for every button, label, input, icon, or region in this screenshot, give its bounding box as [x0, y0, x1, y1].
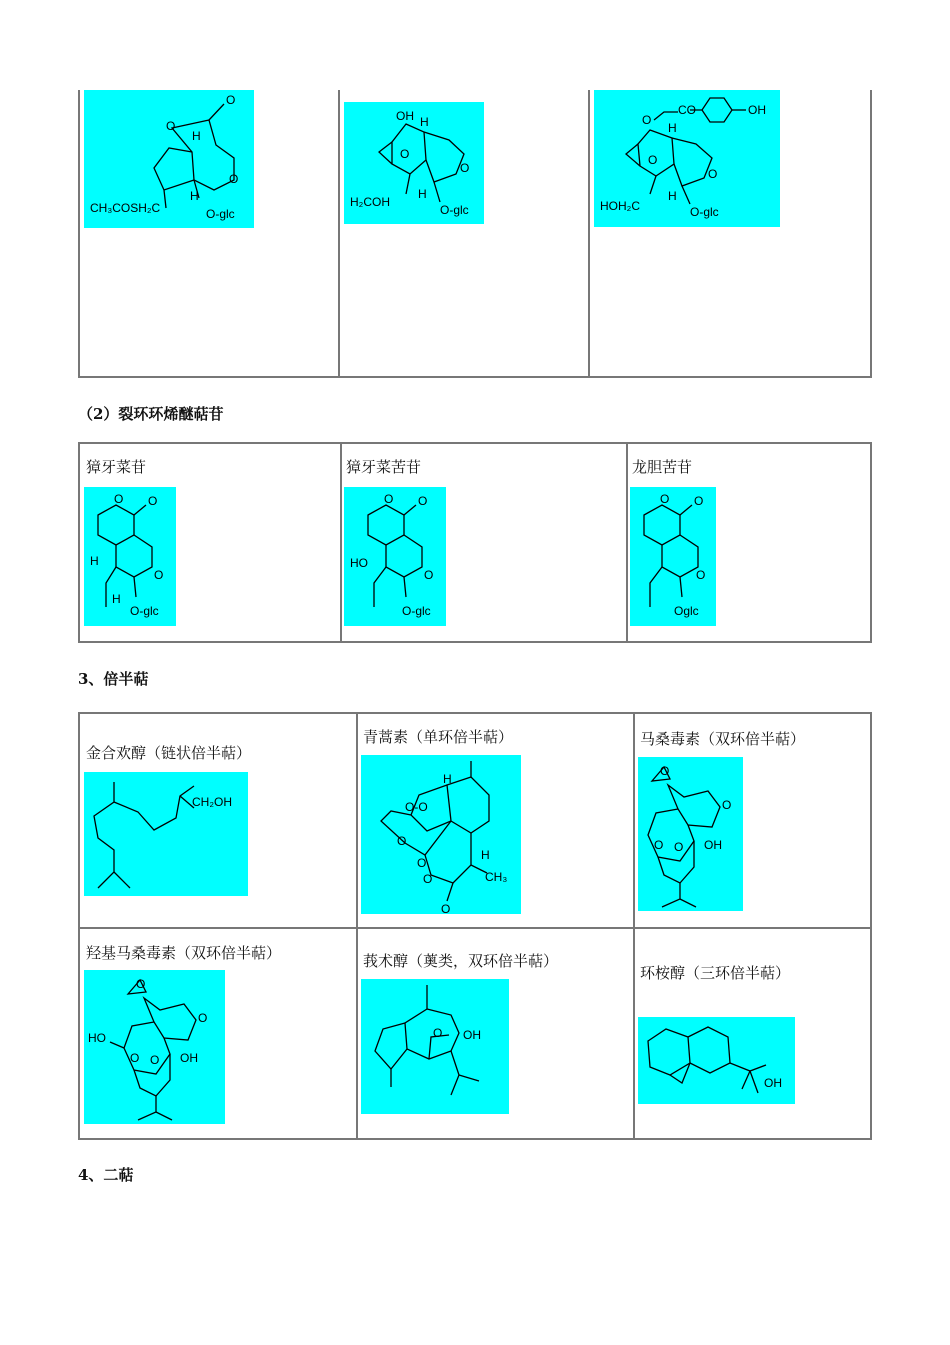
atom-label: HO	[88, 1031, 106, 1045]
atom-label: O	[660, 492, 670, 506]
atom-label: O	[433, 1026, 443, 1040]
atom-label: O-glc	[402, 604, 431, 618]
structure-cycloeudesmol	[638, 1017, 795, 1104]
atom-label: HOH₂C	[600, 199, 640, 213]
atom-label: H	[192, 129, 201, 143]
atom-label: O-glc	[440, 203, 469, 217]
structure-swertiamarin	[344, 487, 446, 626]
atom-label: CH₃	[485, 870, 508, 884]
atom-label: O	[648, 153, 658, 167]
atom-label: O	[400, 147, 410, 161]
atom-label: OH	[704, 838, 722, 852]
structure-farnesol	[84, 772, 248, 896]
atom-label: H	[481, 848, 490, 862]
atom-label: CH₂OH	[192, 795, 232, 809]
structure-iridoid-1	[84, 90, 254, 228]
atom-label: OH	[180, 1051, 198, 1065]
atom-label: O	[114, 492, 124, 506]
section-heading-diterpene: 4、二萜	[78, 1166, 134, 1184]
structure-artemisinin	[361, 755, 521, 914]
atom-label: O	[154, 568, 164, 582]
compound-name: 莪术醇（薁类，双环倍半萜）	[363, 952, 559, 970]
atom-label: O	[441, 902, 451, 914]
atom-label: H	[90, 554, 99, 568]
structure-hydroxycoriamyrtin	[84, 970, 225, 1124]
atom-label: O	[198, 1011, 208, 1025]
atom-label: O	[708, 167, 718, 181]
compound-name: 獐牙菜苦苷	[346, 458, 422, 476]
row-divider	[80, 927, 870, 929]
atom-label: CO	[678, 103, 696, 117]
compound-name: 羟基马桑毒素（双环倍半萜）	[86, 944, 282, 962]
atom-label: O	[130, 1051, 140, 1065]
column-divider	[626, 444, 628, 641]
atom-label: H	[668, 189, 677, 203]
atom-label: O-O	[405, 800, 428, 814]
atom-label: OH	[463, 1028, 481, 1042]
atom-label: O	[384, 492, 394, 506]
compound-name: 环桉醇（三环倍半萜）	[640, 964, 791, 982]
atom-label: O	[423, 872, 433, 886]
atom-label: O-glc	[206, 207, 235, 221]
section-heading-seco-iridoid: （2）裂环环烯醚萜苷	[78, 405, 224, 423]
atom-label: O	[654, 838, 664, 852]
seco-iridoid-table	[78, 442, 872, 643]
column-divider	[340, 444, 342, 641]
atom-label: OH	[748, 103, 766, 117]
atom-label: CH₃COSH₂C	[90, 201, 161, 215]
atom-label: O	[694, 494, 704, 508]
atom-label: OH	[396, 109, 414, 123]
atom-label: O	[166, 119, 176, 133]
atom-label: H	[443, 772, 452, 786]
atom-label: H	[420, 115, 429, 129]
atom-label: H	[418, 187, 427, 201]
section-heading-sesquiterpene: 3、倍半萜	[78, 670, 149, 688]
atom-label: O	[460, 161, 470, 175]
compound-name: 獐牙菜苷	[86, 458, 147, 476]
structure-gentiopicroside	[630, 487, 716, 626]
atom-label: H	[668, 121, 677, 135]
column-divider	[338, 90, 340, 376]
iridoid-table	[78, 90, 872, 378]
atom-label: HO	[350, 556, 368, 570]
compound-name: 金合欢醇（链状倍半萜）	[86, 744, 252, 762]
atom-label: O	[226, 93, 236, 107]
atom-label: O	[136, 977, 146, 991]
atom-label: O	[722, 798, 732, 812]
structure-iridoid-2	[344, 102, 484, 224]
sesquiterpene-table	[78, 712, 872, 1140]
atom-label: OH	[764, 1076, 782, 1090]
structure-coriamyrtin	[638, 757, 743, 911]
atom-label: O	[397, 834, 407, 848]
column-divider	[588, 90, 590, 376]
atom-label: H₂COH	[350, 195, 390, 209]
atom-label: O-glc	[690, 205, 719, 219]
atom-label: O	[642, 113, 652, 127]
compound-name: 龙胆苦苷	[632, 458, 693, 476]
atom-label: O	[229, 172, 239, 186]
atom-label: O	[148, 494, 158, 508]
atom-label: O	[424, 568, 434, 582]
compound-name: 青蒿素（单环倍半萜）	[363, 728, 514, 746]
atom-label: O	[696, 568, 706, 582]
atom-label: O	[417, 856, 427, 870]
structure-sweroside	[84, 487, 176, 626]
compound-name: 马桑毒素（双环倍半萜）	[640, 730, 806, 748]
atom-label: O	[150, 1053, 160, 1067]
atom-label: H	[190, 189, 199, 203]
atom-label: Oglc	[674, 604, 699, 618]
structure-curcumol	[361, 979, 509, 1114]
structure-iridoid-3	[594, 90, 780, 227]
column-divider	[633, 714, 635, 1138]
atom-label: O	[418, 494, 428, 508]
atom-label: O	[674, 840, 684, 854]
atom-label: O	[660, 764, 670, 778]
atom-label: H	[112, 592, 121, 606]
column-divider	[356, 714, 358, 1138]
atom-label: O-glc	[130, 604, 159, 618]
